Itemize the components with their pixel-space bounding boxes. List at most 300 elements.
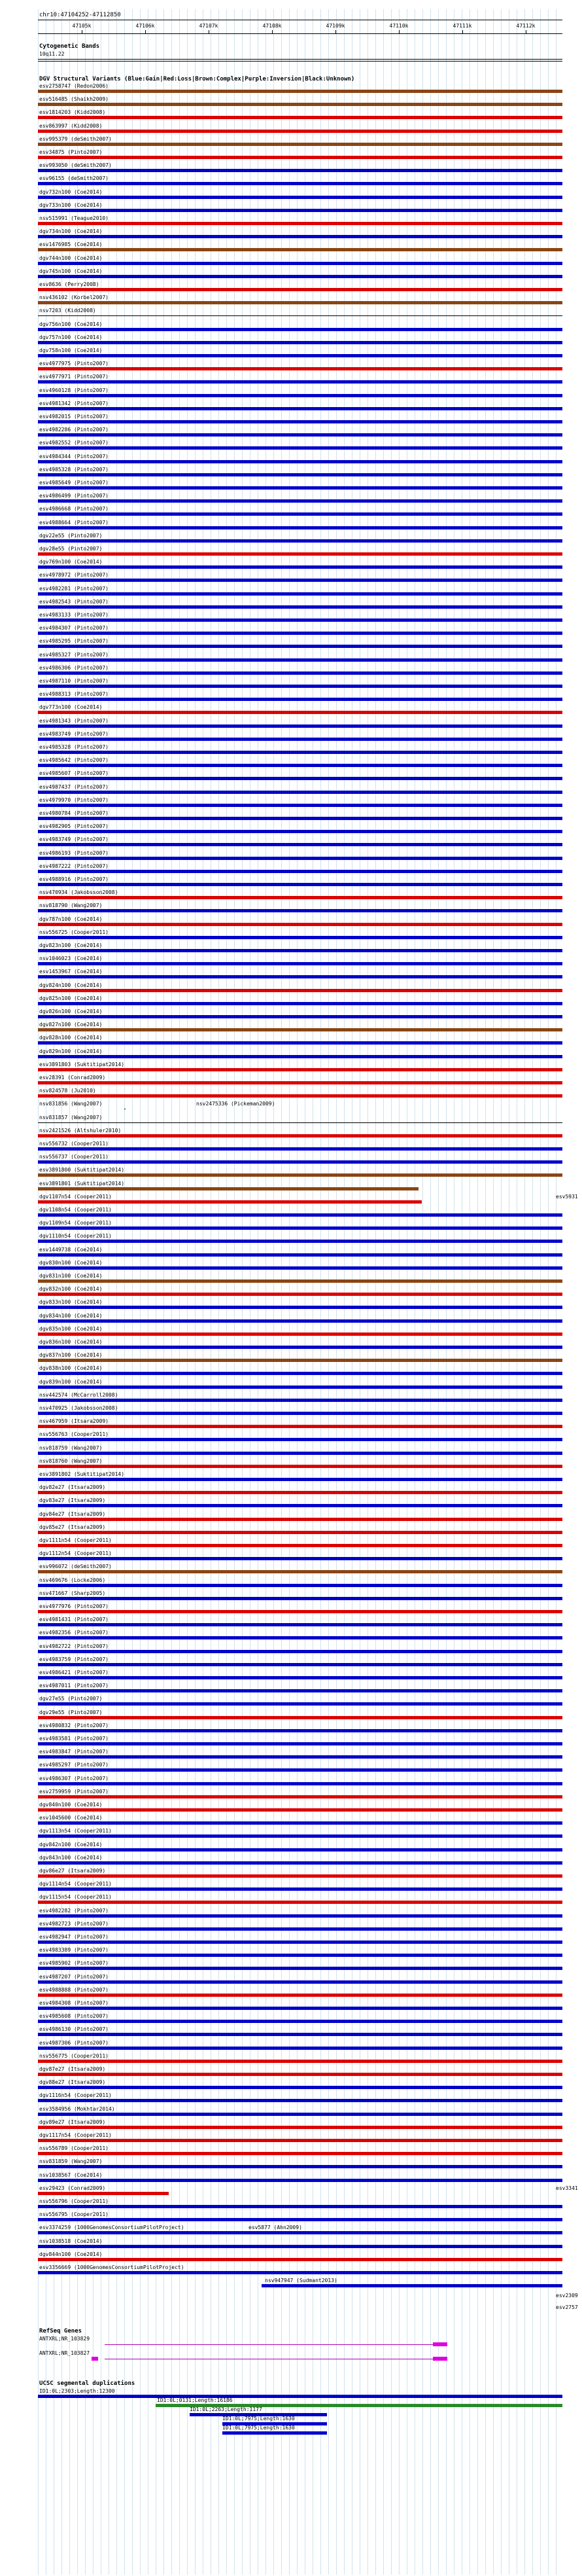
sv-bar[interactable] [38, 1874, 562, 1878]
sv-bar[interactable] [38, 103, 562, 106]
sv-bar[interactable] [38, 407, 562, 410]
sv-label[interactable]: nsv442574 (McCarroll2008) [39, 1391, 118, 1398]
sv-label[interactable]: dgv1107n54 (Cooper2011) [39, 1193, 112, 1200]
sv-label[interactable]: esv4983847 (Pinto2007) [39, 1749, 109, 1755]
sv-label[interactable]: nsv7203 (Kidd2008) [39, 308, 96, 314]
sv-bar[interactable] [38, 2113, 562, 2116]
sv-label[interactable]: dgv787n100 (Coe2014) [39, 916, 103, 922]
sv-bar[interactable] [38, 1002, 562, 1005]
sv-bar[interactable] [38, 499, 562, 503]
sv-label[interactable]: esv4987011 (Pinto2007) [39, 1683, 109, 1689]
sv-label[interactable]: esv4985328 (Pinto2007) [39, 466, 109, 473]
sv-label[interactable]: esv4987437 (Pinto2007) [39, 783, 109, 790]
sv-label[interactable]: esv4983749 (Pinto2007) [39, 730, 109, 737]
sv-label[interactable]: esv4981343 (Pinto2007) [39, 717, 109, 724]
sv-label[interactable]: esv4960128 (Pinto2007) [39, 387, 109, 393]
sv-label[interactable]: esv4984344 (Pinto2007) [39, 453, 109, 459]
sv-label[interactable]: esv3374259 (1000GenomesConsortiumPilotProject) [39, 2225, 184, 2231]
sv-bar[interactable] [38, 1412, 562, 1415]
sv-bar[interactable] [38, 2245, 562, 2248]
sv-bar[interactable] [38, 539, 562, 543]
sv-bar[interactable] [38, 512, 562, 516]
sv-label[interactable]: esv4977971 (Pinto2007) [39, 374, 109, 380]
sv-label[interactable]: dgv828n100 (Coe2014) [39, 1035, 103, 1041]
sv-bar[interactable] [38, 433, 562, 437]
sv-bar[interactable] [38, 1994, 562, 1997]
sv-label[interactable]: dgv84e27 (Itsara2009) [39, 1511, 106, 1517]
sv-bar[interactable] [38, 1160, 562, 1164]
sv-bar[interactable] [38, 143, 562, 146]
sv-label[interactable]: dgv840n100 (Coe2014) [39, 1802, 103, 1808]
sv-label[interactable]: esv4987306 (Pinto2007) [39, 2039, 109, 2046]
sv-bar[interactable] [38, 486, 562, 490]
sv-label[interactable]: esv516485 (Shaikh2009) [39, 96, 109, 103]
sv-label[interactable]: dgv823n100 (Coe2014) [39, 942, 103, 948]
sv-label[interactable]: esv4980832 (Pinto2007) [39, 1722, 109, 1728]
sv-bar[interactable] [38, 262, 562, 265]
sv-label[interactable]: dgv733n100 (Coe2014) [39, 202, 103, 208]
sv-bar[interactable] [38, 341, 562, 344]
sv-bar[interactable] [38, 394, 562, 397]
sv-label[interactable]: esv28391 (Conrad2009) [39, 1075, 106, 1081]
sv-label[interactable]: esv4988313 (Pinto2007) [39, 691, 109, 698]
sv-bar[interactable] [38, 645, 562, 648]
sv-label[interactable]: nsv556737 (Cooper2011) [39, 1154, 109, 1160]
sv-bar[interactable] [38, 2047, 562, 2050]
sv-bar[interactable] [38, 156, 562, 159]
sv-bar[interactable] [38, 1782, 562, 1785]
sv-label[interactable]: esv4987110 (Pinto2007) [39, 678, 109, 684]
segdup-bar[interactable] [38, 2395, 562, 2398]
sv-label[interactable]: dgv29e55 (Pinto2007) [39, 1709, 103, 1715]
sv-label[interactable]: esv4986668 (Pinto2007) [39, 506, 109, 512]
segdup-label[interactable]: ID1:0L;2303;Length:12300 [39, 2388, 115, 2395]
sv-label[interactable]: dgv1109n54 (Cooper2011) [39, 1220, 112, 1226]
sv-bar[interactable] [38, 2073, 562, 2076]
sv-bar[interactable] [38, 804, 562, 807]
sv-bar[interactable] [38, 116, 562, 119]
sv-bar[interactable] [38, 870, 562, 873]
sv-bar[interactable] [38, 1200, 422, 1204]
sv-bar[interactable] [38, 248, 562, 251]
sv-label[interactable]: esv4986130 (Pinto2007) [39, 2026, 109, 2033]
sv-label[interactable]: esv1476985 (Coe2014) [39, 241, 103, 248]
sv-label[interactable]: esv4985295 (Pinto2007) [39, 638, 109, 645]
sv-label[interactable]: dgv1117n54 (Cooper2011) [39, 2132, 112, 2138]
sv-bar[interactable] [38, 420, 562, 423]
segdup-label[interactable]: ID1:0L;2263;Length:1177 [190, 2406, 262, 2413]
sv-label[interactable]: esv1449738 (Coe2014) [39, 1246, 103, 1253]
sv-bar[interactable] [38, 1821, 562, 1825]
sv-label[interactable]: esv4982015 (Pinto2007) [39, 414, 109, 420]
sv-bar[interactable] [38, 1941, 562, 1944]
sv-label[interactable]: nsv470925 (Jakobsson2008) [39, 1405, 118, 1411]
sv-bar[interactable] [38, 1901, 562, 1904]
sv-label[interactable]: dgv773n100 (Coe2014) [39, 704, 103, 711]
gene-label[interactable]: ANTXRL;NR_103827 [39, 2350, 90, 2357]
sv-label[interactable]: esv96155 (deSmith2007) [39, 175, 109, 182]
sv-label[interactable]: nsv470934 (Jakobsson2008) [39, 889, 118, 896]
sv-label[interactable]: dgv843n100 (Coe2014) [39, 1854, 103, 1861]
sv-bar[interactable] [38, 1927, 562, 1931]
sv-label[interactable]: dgv745n100 (Coe2014) [39, 268, 103, 274]
sv-bar[interactable] [38, 2126, 562, 2129]
sv-bar[interactable] [38, 1610, 562, 1613]
sv-bar[interactable] [38, 1293, 562, 1296]
segdup-title[interactable]: UCSC segmental duplications [39, 2380, 135, 2388]
sv-label[interactable]: nsv818759 (Wang2007) [39, 1444, 103, 1451]
sv-label[interactable]: dgv1116n54 (Cooper2011) [39, 2092, 112, 2099]
sv-bar[interactable] [262, 2284, 562, 2287]
sv-bar[interactable] [38, 1386, 562, 1389]
sv-label[interactable]: esv4985649 (Pinto2007) [39, 480, 109, 486]
sv-bar[interactable] [38, 1028, 562, 1031]
sv-bar[interactable] [38, 552, 562, 556]
sv-bar[interactable] [38, 288, 562, 291]
sv-bar[interactable] [38, 1834, 562, 1838]
sv-label[interactable]: esv4977975 (Pinto2007) [39, 361, 109, 367]
sv-bar[interactable] [38, 830, 562, 833]
sv-label[interactable]: dgv88e27 (Itsara2009) [39, 2079, 106, 2086]
sv-label[interactable]: dgv1115n54 (Cooper2011) [39, 1894, 112, 1901]
segdup-label[interactable]: ID1:0L;0131;Length:16186 [157, 2397, 233, 2404]
sv-label[interactable]: esv993050 (deSmith2007) [39, 162, 112, 169]
segdup-label[interactable]: ID1:0L;7975;Length:1630 [222, 2425, 295, 2431]
sv-label[interactable]: dgv27e55 (Pinto2007) [39, 1696, 103, 1702]
sv-label[interactable]: nsv556789 (Cooper2011) [39, 2145, 109, 2152]
sv-label[interactable]: esv4982947 (Pinto2007) [39, 1934, 109, 1940]
sv-label[interactable]: nsv824578 (Ju2010) [39, 1088, 96, 1094]
sv-bar[interactable] [38, 1848, 562, 1851]
sv-bar[interactable] [38, 817, 562, 820]
sv-bar[interactable] [38, 1742, 562, 1745]
sv-label[interactable]: esv8636 (Perry2008) [39, 281, 99, 287]
sv-bar[interactable] [38, 1716, 562, 1719]
sv-label[interactable]: esv996072 (deSmith2007) [39, 1564, 112, 1570]
sv-bar[interactable] [38, 1122, 562, 1123]
sv-label[interactable]: dgv1114n54 (Cooper2011) [39, 1881, 112, 1887]
sv-label[interactable]: dgv28e55 (Pinto2007) [39, 546, 103, 552]
sv-label[interactable]: dgv89e27 (Itsara2009) [39, 2119, 106, 2125]
sv-bar[interactable] [38, 2099, 562, 2102]
sv-label[interactable]: nsv831859 (Wang2007) [39, 2158, 103, 2165]
sv-label[interactable]: esv4982286 (Pinto2007) [39, 427, 109, 433]
sv-bar[interactable] [38, 962, 562, 965]
sv-label[interactable]: esv863997 (Kidd2008) [39, 122, 103, 129]
sv-label[interactable]: dgv732n100 (Coe2014) [39, 188, 103, 195]
sv-bar[interactable] [38, 1491, 562, 1494]
sv-bar[interactable] [38, 2060, 562, 2063]
sv-label[interactable]: nsv467959 (Itsara2009) [39, 1418, 109, 1425]
sv-label[interactable]: esv29423 (Conrad2009) [39, 2185, 106, 2191]
sv-bar[interactable] [38, 724, 562, 728]
sv-bar[interactable] [38, 1068, 562, 1071]
sv-label[interactable]: dgv82e27 (Itsara2009) [39, 1484, 106, 1491]
sv-bar[interactable] [38, 2205, 562, 2208]
sv-label[interactable]: esv2758747 (Redon2006) [39, 83, 109, 89]
sv-bar[interactable] [38, 328, 562, 331]
gene-exon[interactable] [92, 2357, 98, 2361]
sv-bar[interactable] [38, 658, 562, 662]
sv-label[interactable]: esv4982356 (Pinto2007) [39, 1630, 109, 1636]
sv-bar[interactable] [38, 1650, 562, 1653]
sv-side-label[interactable]: esv2757 [556, 2304, 578, 2311]
sv-label[interactable]: esv4977976 (Pinto2007) [39, 1603, 109, 1609]
sv-label[interactable]: dgv832n100 (Coe2014) [39, 1286, 103, 1293]
sv-label[interactable]: esv4986499 (Pinto2007) [39, 493, 109, 499]
sv-bar[interactable] [38, 1319, 562, 1323]
sv-bar[interactable] [38, 1887, 562, 1891]
sv-bar[interactable] [38, 883, 562, 886]
sv-label[interactable]: esv4986306 (Pinto2007) [39, 664, 109, 671]
sv-label[interactable]: esv4985902 (Pinto2007) [39, 1960, 109, 1967]
sv-side-label[interactable]: nsv2475336 (Pickeman2009) [196, 1101, 275, 1107]
sv-bar[interactable] [38, 1808, 562, 1812]
sv-label[interactable]: esv2759959 (Pinto2007) [39, 1788, 109, 1795]
sv-label[interactable]: esv4980784 (Pinto2007) [39, 810, 109, 816]
sv-bar[interactable] [38, 1173, 562, 1177]
sv-bar[interactable] [38, 1478, 562, 1481]
sv-bar[interactable] [38, 751, 562, 754]
sv-label[interactable]: esv1045600 (Coe2014) [39, 1815, 103, 1821]
sv-label[interactable]: esv4985297 (Pinto2007) [39, 1762, 109, 1768]
sv-bar[interactable] [38, 2258, 562, 2261]
cytoband-label[interactable]: 10q11.22 [39, 51, 65, 57]
refseq-title[interactable]: RefSeq Genes [39, 2328, 82, 2335]
sv-label[interactable]: dgv734n100 (Coe2014) [39, 228, 103, 235]
sv-bar[interactable] [38, 1094, 562, 1098]
sv-label[interactable]: dgv826n100 (Coe2014) [39, 1009, 103, 1014]
cytoband-title[interactable]: Cytogenetic Bands [39, 43, 100, 50]
sv-bar[interactable] [38, 460, 562, 463]
sv-bar[interactable] [38, 1041, 562, 1045]
sv-bar[interactable] [38, 936, 562, 939]
sv-bar[interactable] [38, 1795, 562, 1798]
sv-bar[interactable] [38, 315, 562, 316]
dgv-title[interactable]: DGV Structural Variants (Blue:Gain|Red:Loss|Brown:Complex|Purple:Inversion|Black:Unknown) [39, 76, 355, 82]
sv-side-label[interactable]: esv5931 [556, 1193, 578, 1200]
sv-bar[interactable] [38, 1147, 562, 1151]
sv-bar[interactable] [38, 1346, 562, 1349]
sv-label[interactable]: nsv1046023 (Coe2014) [39, 956, 103, 962]
sv-bar[interactable] [38, 446, 562, 450]
sv-bar[interactable] [38, 1584, 562, 1587]
sv-label[interactable]: esv4987222 (Pinto2007) [39, 863, 109, 869]
sv-bar[interactable] [38, 1702, 562, 1706]
sv-label[interactable]: esv1453967 (Coe2014) [39, 969, 103, 975]
sv-label[interactable]: esv4983749 (Pinto2007) [39, 836, 109, 843]
sv-label[interactable]: dgv22e55 (Pinto2007) [39, 532, 103, 539]
sv-bar[interactable] [38, 1055, 562, 1058]
sv-bar[interactable] [38, 975, 562, 978]
sv-label[interactable]: nsv818760 (Wang2007) [39, 1458, 103, 1464]
sv-bar[interactable] [38, 2139, 562, 2142]
sv-bar[interactable] [38, 1663, 562, 1666]
sv-label[interactable]: nsv831857 (Wang2007) [39, 1114, 103, 1120]
sv-label[interactable]: esv4979970 (Pinto2007) [39, 796, 109, 803]
sv-bar[interactable] [38, 1333, 562, 1336]
sv-label[interactable]: esv4986193 (Pinto2007) [39, 850, 109, 856]
sv-label[interactable]: esv4988916 (Pinto2007) [39, 876, 109, 882]
sv-label[interactable]: esv4987207 (Pinto2007) [39, 1973, 109, 1980]
sv-label[interactable]: dgv1110n54 (Cooper2011) [39, 1233, 112, 1240]
sv-label[interactable]: esv4983133 (Pinto2007) [39, 612, 109, 618]
sv-label[interactable]: esv4983389 (Pinto2007) [39, 1947, 109, 1954]
sv-bar[interactable] [38, 526, 562, 529]
sv-bar[interactable] [38, 2271, 562, 2274]
sv-label[interactable]: dgv835n100 (Coe2014) [39, 1325, 103, 1332]
sv-label[interactable]: dgv1111n54 (Cooper2011) [39, 1537, 112, 1543]
sv-label[interactable]: esv4985328 (Pinto2007) [39, 744, 109, 750]
sv-label[interactable]: esv4983759 (Pinto2007) [39, 1656, 109, 1662]
sv-bar[interactable] [38, 2218, 562, 2221]
sv-label[interactable]: esv3891800 (Suktitipat2014) [39, 1167, 125, 1173]
sv-label[interactable]: dgv824n100 (Coe2014) [39, 982, 103, 988]
sv-bar[interactable] [38, 1015, 562, 1018]
sv-bar[interactable] [38, 764, 562, 767]
sv-bar[interactable] [38, 1240, 562, 1243]
sv-bar[interactable] [38, 1729, 562, 1732]
sv-bar[interactable] [38, 618, 562, 622]
sv-bar[interactable] [38, 2192, 169, 2195]
sv-label[interactable]: esv3584956 (Mokhtar2014) [39, 2105, 115, 2112]
sv-bar[interactable] [38, 380, 562, 384]
sv-label[interactable]: dgv758n100 (Coe2014) [39, 348, 103, 353]
sv-label[interactable]: nsv436102 (Korbel2007) [39, 295, 109, 301]
gene-exon[interactable] [433, 2342, 447, 2346]
sv-side-label[interactable]: esv2309 [556, 2293, 578, 2299]
sv-label[interactable]: dgv833n100 (Coe2014) [39, 1299, 103, 1306]
sv-label[interactable]: nsv1038518 (Coe2014) [39, 2238, 103, 2244]
sv-bar[interactable] [38, 367, 562, 370]
sv-bar[interactable] [38, 711, 562, 714]
gene-exon[interactable] [433, 2357, 447, 2361]
sv-bar[interactable] [38, 1557, 562, 1560]
sv-bar[interactable] [38, 2152, 562, 2155]
sv-label[interactable]: dgv844n100 (Coe2014) [39, 2251, 103, 2257]
sv-bar[interactable] [38, 1689, 562, 1692]
sv-label[interactable]: dgv842n100 (Coe2014) [39, 1841, 103, 1848]
gene-label[interactable]: ANTXRL;NR_103829 [39, 2336, 90, 2342]
sv-bar[interactable] [38, 1279, 562, 1283]
sv-side-label[interactable]: esv5877 (Ahn2009) [248, 2225, 302, 2231]
sv-side-label[interactable]: nsv947947 (Sudmant2013) [265, 2278, 337, 2284]
sv-bar[interactable] [38, 2086, 562, 2089]
sv-bar[interactable] [38, 1425, 562, 1428]
sv-bar[interactable] [38, 1597, 562, 1600]
sv-bar[interactable] [38, 949, 562, 952]
sv-bar[interactable] [38, 738, 562, 741]
sv-bar[interactable] [38, 169, 562, 172]
sv-bar[interactable] [38, 923, 562, 926]
sv-label[interactable]: esv4981431 (Pinto2007) [39, 1617, 109, 1623]
sv-label[interactable]: esv4988664 (Pinto2007) [39, 519, 109, 526]
sv-bar[interactable] [38, 896, 562, 899]
sv-label[interactable]: dgv827n100 (Coe2014) [39, 1022, 103, 1028]
sv-label[interactable]: esv4984308 (Pinto2007) [39, 2000, 109, 2006]
sv-label[interactable]: dgv1112n54 (Cooper2011) [39, 1550, 112, 1557]
sv-bar[interactable] [38, 685, 562, 688]
sv-bar[interactable] [38, 632, 562, 635]
sv-label[interactable]: nsv469676 (Locke2006) [39, 1577, 106, 1583]
sv-label[interactable]: esv3891803 (Suktitipat2014) [39, 1061, 125, 1067]
sv-label[interactable]: dgv86e27 (Itsara2009) [39, 1868, 106, 1874]
sv-label[interactable]: esv3356669 (1000GenomesConsortiumPilotProject) [39, 2264, 184, 2270]
sv-bar[interactable] [38, 1213, 562, 1217]
sv-bar[interactable] [38, 2231, 562, 2234]
sv-bar[interactable] [38, 1372, 562, 1375]
sv-bar[interactable] [38, 1438, 562, 1441]
sv-bar[interactable] [38, 1570, 562, 1573]
sv-bar[interactable] [38, 989, 562, 992]
sv-label[interactable]: esv4982552 (Pinto2007) [39, 440, 109, 446]
sv-label[interactable]: nsv1038567 (Coe2014) [39, 2172, 103, 2178]
sv-bar[interactable] [38, 2007, 562, 2010]
sv-label[interactable]: nsv515991 (Teague2010) [39, 215, 109, 221]
sv-bar[interactable] [38, 182, 562, 185]
sv-label[interactable]: dgv83e27 (Itsara2009) [39, 1497, 106, 1504]
sv-bar[interactable] [38, 2033, 562, 2036]
sv-label[interactable]: esv34875 (Pinto2007) [39, 149, 103, 155]
sv-label[interactable]: dgv769n100 (Coe2014) [39, 559, 103, 565]
sv-label[interactable]: dgv757n100 (Coe2014) [39, 334, 103, 340]
gene-line[interactable] [105, 2344, 437, 2345]
sv-label[interactable]: esv4985327 (Pinto2007) [39, 651, 109, 658]
sv-bar[interactable] [38, 1755, 562, 1759]
sv-label[interactable]: dgv85e27 (Itsara2009) [39, 1524, 106, 1530]
sv-label[interactable]: nsv471667 (Sharp2005) [39, 1590, 106, 1596]
sv-bar[interactable] [38, 565, 562, 569]
sv-bar[interactable] [38, 354, 562, 357]
sv-bar[interactable] [38, 1452, 562, 1455]
sv-label[interactable]: dgv825n100 (Coe2014) [39, 995, 103, 1001]
sv-bar[interactable] [38, 1187, 419, 1190]
sv-bar[interactable] [38, 1914, 562, 1918]
sv-bar[interactable] [38, 843, 562, 846]
sv-bar[interactable] [38, 1399, 562, 1402]
sv-label[interactable]: esv4985607 (Pinto2007) [39, 770, 109, 777]
sv-bar[interactable] [38, 1636, 562, 1639]
sv-label[interactable]: nsv556763 (Cooper2011) [39, 1431, 109, 1438]
sv-bar[interactable] [38, 2165, 562, 2168]
sv-label[interactable]: dgv836n100 (Coe2014) [39, 1339, 103, 1345]
sv-label[interactable]: dgv87e27 (Itsara2009) [39, 2066, 106, 2072]
sv-bar[interactable] [38, 301, 562, 304]
sv-label[interactable]: esv4983581 (Pinto2007) [39, 1736, 109, 1742]
sv-bar[interactable] [38, 1081, 562, 1084]
sv-label[interactable]: esv4982543 (Pinto2007) [39, 598, 109, 605]
sv-label[interactable]: esv4984307 (Pinto2007) [39, 625, 109, 632]
sv-label[interactable]: nsv831856 (Wang2007) [39, 1101, 103, 1107]
sv-bar[interactable] [38, 1134, 562, 1137]
sv-label[interactable]: nsv556775 (Cooper2011) [39, 2052, 109, 2059]
sv-label[interactable]: esv4982723 (Pinto2007) [39, 1920, 109, 1927]
sv-bar[interactable] [38, 1359, 562, 1362]
sv-label[interactable]: dgv838n100 (Coe2014) [39, 1365, 103, 1372]
sv-bar[interactable] [38, 698, 562, 701]
sv-bar[interactable] [38, 473, 562, 476]
sv-bar[interactable] [38, 130, 562, 133]
sv-label[interactable]: dgv831n100 (Coe2014) [39, 1273, 103, 1279]
sv-bar[interactable] [38, 209, 562, 212]
sv-label[interactable]: nsv2421526 (Altshuler2010) [39, 1127, 122, 1134]
sv-label[interactable]: esv4986421 (Pinto2007) [39, 1670, 109, 1675]
sv-label[interactable]: esv4982282 (Pinto2007) [39, 1907, 109, 1914]
sv-bar[interactable] [38, 909, 562, 912]
sv-label[interactable]: esv995379 (deSmith2007) [39, 135, 112, 142]
sv-label[interactable]: dgv1108n54 (Cooper2011) [39, 1207, 112, 1213]
sv-label[interactable]: dgv834n100 (Coe2014) [39, 1312, 103, 1319]
